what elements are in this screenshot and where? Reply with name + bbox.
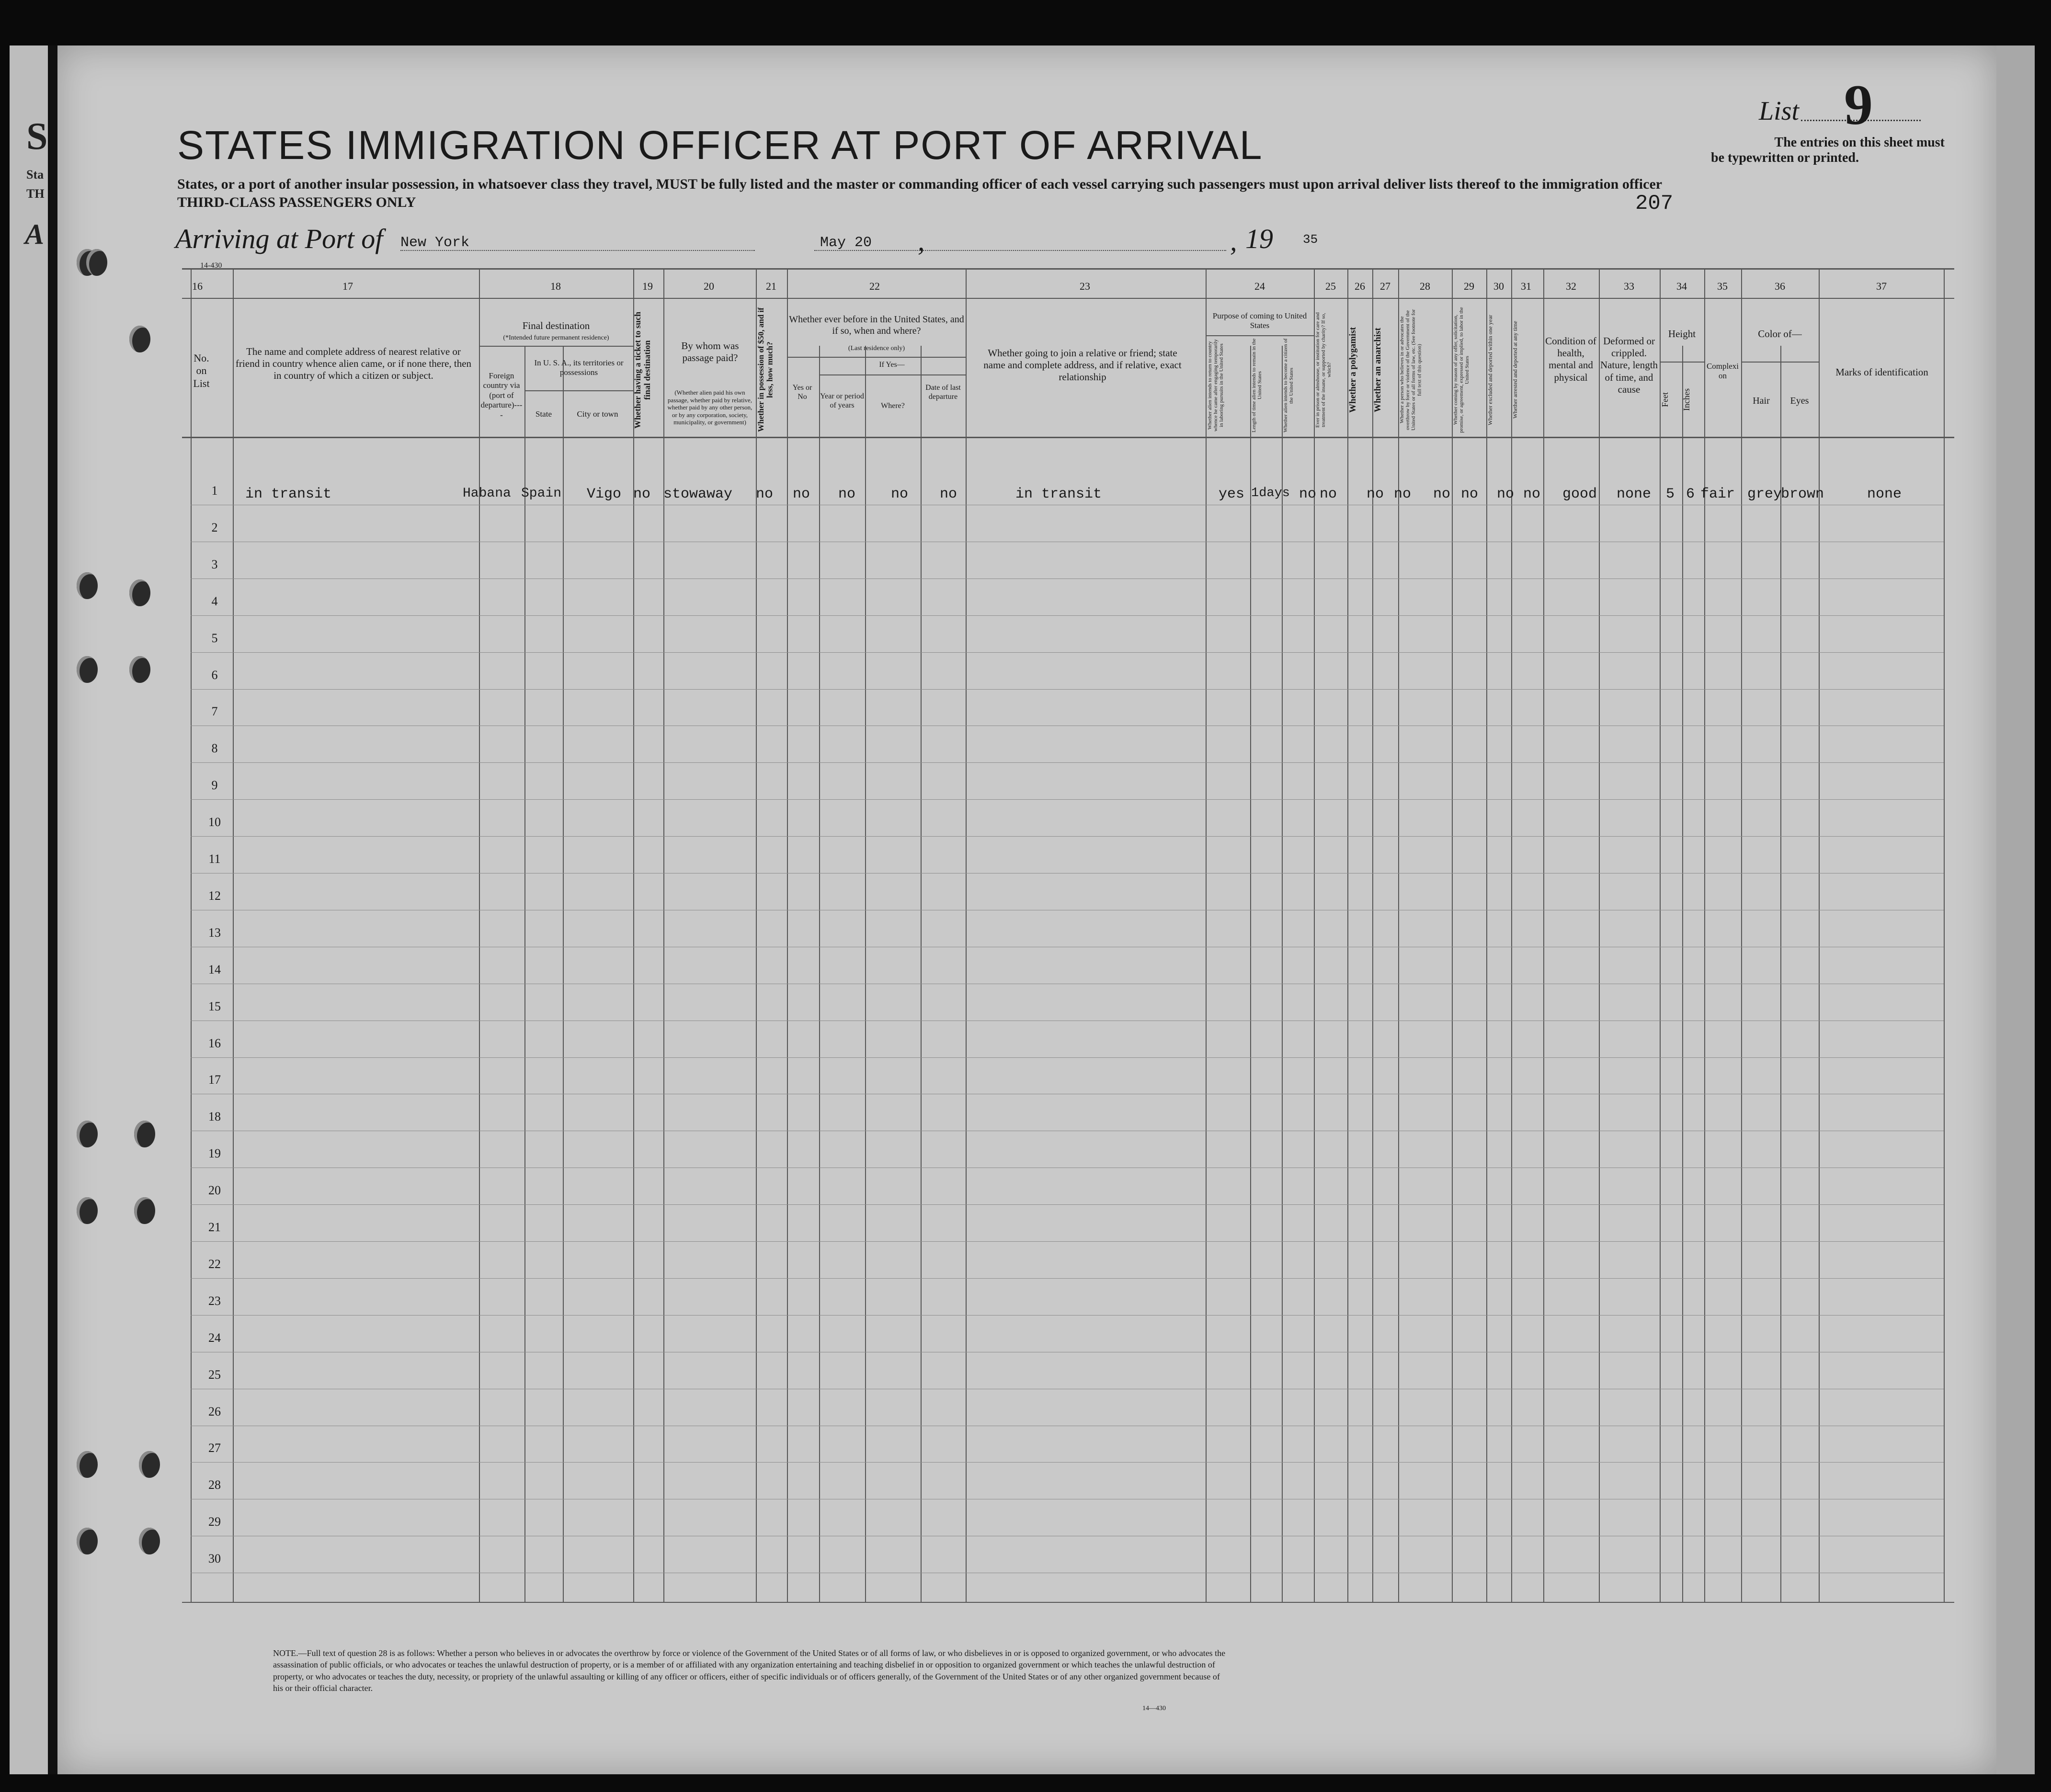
- date-line: [814, 250, 1226, 251]
- cell-anarchist: no: [1394, 486, 1412, 502]
- column-number: 31: [1521, 280, 1531, 292]
- header-col36-hair: Hair: [1753, 396, 1770, 406]
- column-number: 20: [704, 280, 714, 292]
- column-rule: [1452, 269, 1453, 1603]
- column-rule: [1206, 269, 1207, 1603]
- header-col18-note: (*Intended future permanent residence): [503, 334, 609, 341]
- year-suffix: 35: [1303, 232, 1318, 247]
- row-number: 19: [208, 1146, 221, 1161]
- cell-feet: 5: [1666, 486, 1675, 502]
- header-col37: Marks of identification: [1835, 366, 1928, 378]
- column-number: 27: [1380, 280, 1390, 292]
- row-number: 5: [211, 631, 218, 645]
- row-number: 30: [208, 1552, 221, 1566]
- row-number: 11: [208, 852, 221, 866]
- column-rule: [1282, 346, 1283, 1602]
- cell-ticket: no: [633, 486, 651, 502]
- column-rule: [1819, 269, 1820, 1603]
- column-rule: [1511, 269, 1512, 1603]
- column-number: 36: [1775, 280, 1785, 292]
- column-rule: [787, 269, 788, 1603]
- row-rule: [191, 1462, 1944, 1463]
- row-rule: [191, 799, 1944, 800]
- row-rule: [191, 1204, 1944, 1205]
- column-rule: [633, 269, 634, 1603]
- binder-hole: [77, 656, 98, 683]
- year-comma: ,: [1230, 226, 1237, 257]
- passenger-class-text: THIRD-CLASS PASSENGERS ONLY: [177, 194, 416, 210]
- header-col22-date: Date of last departure: [925, 384, 961, 401]
- row-number: 2: [211, 520, 218, 534]
- column-rule: [1314, 269, 1315, 1603]
- cell-health: good: [1562, 486, 1597, 502]
- column-rule: [663, 269, 664, 1603]
- column-number: 26: [1355, 280, 1365, 292]
- column-rule: [1543, 269, 1544, 1603]
- column-number: 30: [1493, 280, 1504, 292]
- binder-hole: [77, 1121, 98, 1147]
- row-number: 9: [211, 778, 218, 793]
- column-rule: [1599, 269, 1600, 1603]
- header-col26: Whether a polygamist: [1348, 327, 1358, 413]
- header-col25: Ever in prison or almshouse, or institution for care and treatment of the insane, or supported by charity? If so, which?: [1315, 312, 1333, 428]
- entries-note-line2: be typewritten or printed.: [1711, 150, 1859, 165]
- cell-relative-address: in transit: [245, 486, 332, 502]
- row-number: 28: [208, 1478, 221, 1492]
- list-number: 9: [1844, 73, 1873, 136]
- cell-excluded: no: [1497, 486, 1515, 502]
- cell-money: no: [756, 486, 774, 502]
- column-rule: [1486, 269, 1487, 1603]
- header-col18-usa: In U. S. A., its territories or possessions: [534, 358, 624, 377]
- binder-hole: [129, 579, 150, 606]
- entries-note-line1: The entries on this sheet must: [1774, 135, 1945, 150]
- cell-eyes: brown: [1781, 486, 1824, 502]
- header-bottom-rule: [182, 437, 1954, 438]
- header-col21: Whether in possession of $50, and if less, how much?: [756, 307, 775, 432]
- column-number: 37: [1876, 280, 1887, 292]
- cell-return-intent: yes: [1219, 486, 1245, 502]
- column-rule: [1704, 269, 1705, 1603]
- header-col19: Whether having a ticket to such final destination: [633, 311, 652, 429]
- header-col22-period: Year or period of years: [820, 392, 864, 410]
- row-number: 24: [208, 1330, 221, 1345]
- header-col22: Whether ever before in the United States, and if so, when and where?: [789, 314, 964, 336]
- column-number: 24: [1254, 280, 1265, 292]
- col22-sub-rule: [787, 357, 966, 358]
- cell-complexion: fair: [1700, 486, 1735, 502]
- row-rule: [191, 689, 1944, 690]
- column-number: 33: [1624, 280, 1634, 292]
- header-col30: Whether excluded and deported within one year: [1487, 315, 1493, 425]
- stamped-number: 207: [1635, 192, 1674, 215]
- row-number: 25: [208, 1367, 221, 1382]
- column-number: 28: [1420, 280, 1430, 292]
- col36-sub-rule: [1741, 362, 1819, 363]
- row-rule: [191, 1278, 1944, 1279]
- column-number: 29: [1464, 280, 1474, 292]
- column-rule: [563, 346, 564, 1602]
- column-rule: [966, 269, 967, 1603]
- header-col27: Whether an anarchist: [1373, 328, 1383, 412]
- header-col24: Purpose of coming to United States: [1212, 311, 1307, 330]
- header-col23: Whether going to join a relative or friend; state name and complete address, and if relative, exact relationship: [983, 347, 1182, 383]
- cell-marks: none: [1867, 486, 1902, 502]
- header-col22-where: Where?: [881, 402, 905, 410]
- row-number: 22: [208, 1257, 221, 1271]
- row-rule: [191, 1057, 1944, 1058]
- column-rule: [1398, 269, 1399, 1603]
- row-number: 7: [211, 704, 218, 719]
- year-prefix: 19: [1245, 223, 1273, 254]
- column-number: 16: [192, 280, 203, 292]
- column-number: 19: [642, 280, 653, 292]
- col24-sub-rule: [1206, 335, 1314, 336]
- row-number: 14: [208, 962, 221, 976]
- column-number: 23: [1080, 280, 1090, 292]
- header-col22-note: (Last residence only): [848, 345, 905, 352]
- col22-ifyes-rule: [819, 374, 966, 375]
- binder-hole: [139, 1528, 160, 1554]
- row-number: 6: [211, 668, 218, 682]
- column-number-rule: [182, 298, 1954, 299]
- table-top-rule: [182, 268, 1954, 270]
- header-col34: Height: [1668, 328, 1696, 340]
- cell-length-stay: 1days: [1251, 486, 1290, 500]
- column-rule: [1372, 269, 1373, 1603]
- row-number: 15: [208, 999, 221, 1013]
- header-col18: Final destination: [522, 320, 590, 331]
- table-bottom-rule: [182, 1602, 1954, 1603]
- binder-hole: [86, 249, 107, 276]
- header-col34-inches: Inches: [1682, 388, 1691, 411]
- column-number: 35: [1717, 280, 1728, 292]
- cell-offer-labor: no: [1461, 486, 1479, 502]
- row-rule: [191, 1315, 1944, 1316]
- col18-usa-sub-rule: [524, 390, 633, 391]
- prev-page-letter-2: Sta: [26, 168, 44, 181]
- prev-page-letter-4: A: [25, 218, 45, 250]
- row-number: 29: [208, 1515, 221, 1529]
- header-col18-foreign: Foreign country via (port of departure)----: [480, 371, 523, 420]
- cell-hair: grey: [1747, 486, 1782, 502]
- row-number: 13: [208, 925, 221, 940]
- column-rule: [1780, 346, 1781, 1602]
- port-of-arrival: New York: [400, 235, 470, 251]
- row-number: 8: [211, 741, 218, 756]
- binding-edge: [48, 45, 57, 1774]
- cell-passage-paid-by: stowaway: [663, 486, 733, 502]
- header-col32: Condition of health, mental and physical: [1545, 335, 1596, 383]
- binder-hole: [77, 572, 98, 599]
- column-rule: [1682, 346, 1683, 1602]
- header-col17: The name and complete address of nearest relative or friend in country whence alien came, or if none there, then in country of which a citizen or subject.: [235, 346, 472, 382]
- row-rule: [191, 578, 1944, 579]
- column-number: 17: [342, 280, 353, 292]
- column-rule: [1660, 269, 1661, 1603]
- cell-city: Vigo: [587, 486, 622, 502]
- binder-hole: [77, 1451, 98, 1478]
- column-rule: [479, 269, 480, 1603]
- cell-foreign-port: Habana: [463, 486, 511, 501]
- next-page-edge: [1996, 45, 2035, 1774]
- column-rule: [1250, 346, 1251, 1602]
- row-rule: [191, 1241, 1944, 1242]
- cell-period: no: [838, 486, 856, 502]
- row-rule: [191, 615, 1944, 616]
- footnote-question-28: NOTE.—Full text of question 28 is as follows: Whether a person who believes in or advocates the overthrow by force or violence of the Government of the United States or of all forms of law, or who disbelieves in or is opposed to organized government, or who advocates the assassination of public officials, or who advocates or teaches the unlawful destruction of property, or is a member of or affiliated with any organization entertaining and teaching disbelief in or opposition to organized government or which teaches the unlawful destruction of property, or who advocates or teaches the duty, necessity, or propriety of the unlawful assaulting or killing of any officer or officers, either of specific individuals or of officers generally, of the Government of the United States or of any other organized government because of his or their official character.: [273, 1648, 1226, 1693]
- form-number: 14-430: [200, 261, 222, 270]
- row-number: 4: [211, 594, 218, 608]
- binder-hole: [134, 1197, 155, 1224]
- column-rule: [921, 346, 922, 1602]
- binder-hole: [77, 1197, 98, 1224]
- row-number: 26: [208, 1404, 221, 1418]
- row-number: 12: [208, 888, 221, 903]
- cell-polygamist: no: [1367, 486, 1384, 502]
- header-col24a: Whether alien intends to return to country whence he came after engaging temporarily in laboring pursuits in the United States: [1207, 339, 1225, 432]
- col18-sub-rule: [479, 346, 633, 347]
- column-number: 22: [869, 280, 880, 292]
- cell-state: Spain: [521, 486, 562, 501]
- binder-hole: [139, 1451, 160, 1478]
- header-col29: Whether coming by reason of any offer, solicitation, promise, or agreement, expressed or implied, to labor in the United States: [1453, 307, 1470, 433]
- header-col33: Deformed or crippled. Nature, length of time, and cause: [1600, 335, 1658, 395]
- cell-arrested: no: [1523, 486, 1541, 502]
- column-number: 34: [1676, 280, 1687, 292]
- cell-date-departure: no: [940, 486, 957, 502]
- row-number: 27: [208, 1441, 221, 1455]
- row-rule: [191, 836, 1944, 837]
- cell-overthrow: no: [1433, 486, 1451, 502]
- header-col36: Color of—: [1758, 328, 1802, 340]
- cell-where: no: [891, 486, 909, 502]
- header-col20-note: (Whether alien paid his own passage, whether paid by relative, whether paid by any other person, or by any corporation, society, municipality, or government): [667, 389, 752, 426]
- cell-citizen-intent: no: [1299, 486, 1317, 502]
- row-number: 17: [208, 1073, 221, 1087]
- row-number: 16: [208, 1036, 221, 1050]
- header-col18-state: State: [536, 409, 552, 419]
- column-rule: [524, 346, 525, 1602]
- column-rule: [756, 269, 757, 1603]
- column-number: 25: [1325, 280, 1336, 292]
- cell-deformed: none: [1617, 486, 1652, 502]
- prev-page-letter-3: TH: [26, 187, 45, 201]
- column-rule: [1347, 269, 1348, 1603]
- cell-inches: 6: [1686, 486, 1695, 502]
- column-rule: [1741, 269, 1742, 1603]
- binder-hole: [134, 1121, 155, 1147]
- arriving-label: Arriving at Port of: [175, 223, 383, 254]
- row-rule: [191, 762, 1944, 763]
- row-number: 21: [208, 1220, 221, 1234]
- cell-ever-before: no: [793, 486, 810, 502]
- header-col34-feet: Feet: [1660, 392, 1670, 408]
- header-col20: By whom was passage paid?: [681, 340, 739, 364]
- header-no-on-list: No. on List: [193, 352, 210, 389]
- column-number: 18: [550, 280, 561, 292]
- binder-hole: [77, 1528, 98, 1554]
- column-rule: [865, 346, 866, 1602]
- header-col35: Complexion: [1706, 362, 1739, 381]
- header-col18-city: City or town: [577, 409, 618, 419]
- header-col24b: Length of time alien intends to remain in the United States: [1251, 338, 1263, 433]
- binder-hole: [129, 656, 150, 683]
- prev-page-letter-1: S: [26, 115, 48, 158]
- footnote-form-id: 14—430: [1142, 1705, 1166, 1712]
- page-title: STATES IMMIGRATION OFFICER AT PORT OF ARRIVAL: [177, 123, 1263, 168]
- binder-hole: [129, 326, 150, 352]
- row-number: 1: [211, 484, 218, 498]
- column-number: 21: [766, 280, 776, 292]
- row-number: 23: [208, 1293, 221, 1308]
- list-label: List: [1759, 96, 1800, 126]
- instructions-text: States, or a port of another insular possession, in whatsoever class they travel, MUST be fully listed and the master or commanding officer of each vessel carrying such passengers must upon arrival deliver lists thereof to the immigration officer: [177, 176, 1663, 192]
- cell-joining: in transit: [1015, 486, 1102, 502]
- header-col28: Whether a person who believes in or advocates the overthrow by force or violence of the Government of the United States or of all forms of law, etc. (See footnote for full text of this question): [1399, 309, 1423, 431]
- cell-prison: no: [1320, 486, 1337, 502]
- row-number: 3: [211, 557, 218, 571]
- row-number: 20: [208, 1183, 221, 1198]
- header-col36-eyes: Eyes: [1790, 396, 1809, 406]
- row-number: 10: [208, 815, 221, 829]
- row-rule: [191, 652, 1944, 653]
- row-number: 18: [208, 1110, 221, 1124]
- column-rule: [1944, 269, 1945, 1603]
- column-rule: [819, 346, 820, 1602]
- arrival-date: May 20: [820, 235, 872, 251]
- header-col24c: Whether alien intends to become a citizen of the United States: [1283, 338, 1295, 433]
- col34-sub-rule: [1660, 362, 1704, 363]
- column-number: 32: [1566, 280, 1576, 292]
- header-col31: Whether arrested and deported at any time: [1512, 321, 1518, 419]
- header-col22-yesno: Yes or No: [792, 384, 812, 401]
- header-col22-ifyes: If Yes—: [879, 361, 905, 369]
- date-comma: ,: [918, 226, 925, 257]
